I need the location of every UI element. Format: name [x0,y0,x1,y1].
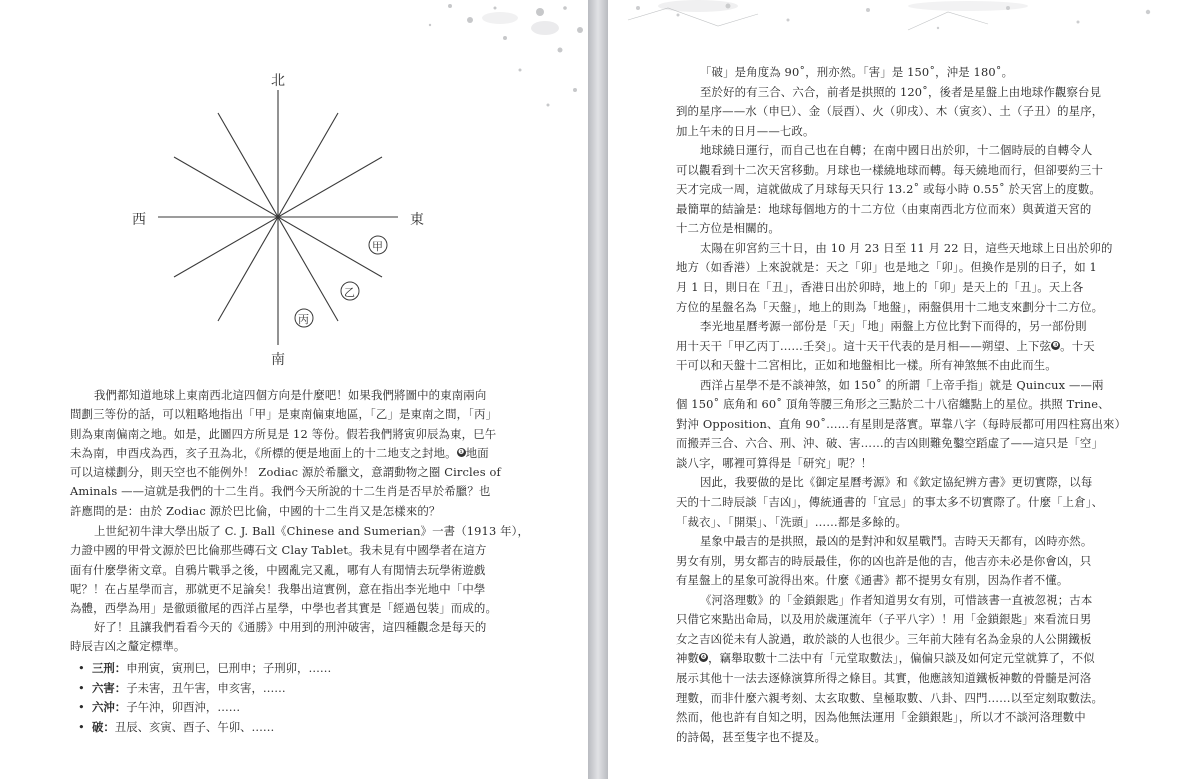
marker-yi: 乙 [344,286,355,299]
direction-east-label: 東 [410,212,424,228]
paragraph-tongsheng: 好了！且讓我們看看今天的《通勝》中用到的刑沖破害，這四種觀念是每天的 時辰吉凶之釐定標準。 [70,620,487,654]
list-item: • 六沖：子午沖，卯酉沖，…… [78,700,241,714]
marker-bing: 丙 [298,313,309,326]
footnote-marker: ❸ [1052,340,1059,349]
list-item: • 破：丑辰、亥寅、酉子、午卯、…… [78,719,275,734]
direction-north-label: 北 [271,73,285,89]
right-page-text: 「破」是角度為 90˚，刑亦然。「害」是 150˚，沖是 180˚。 至於好的有三合、六合，前者是拱照的 120˚，後者是星盤上由地球作觀察台見 到的星序——水（申巳）、金（辰酉）、火（卯戌）、木（寅亥）、土（子丑）的星序， 加上午未的日月——七政。 地球繞日運行，而自己也在自轉；在南中國日出於卯，十二個時辰的自轉令人 可以觀看到十二次天宮移動。月球也一樣繞地球而轉。每天繞地而行，但卻要約三十 天才完成一周，這就做成了月球每天只行 13.2˚ 或每小時 0.55˚ 於天宮上的度數。 最簡單的結論是：地球每個地方的十二方位（由東南西北方位而來）與黃道天宮的 十二方位是相關的。 太陽在卯宮約三十日，由 10 月 23 日至 11 月 22 日，這些天地球上日出於卯的 地方（如香港）上來說就是：天之「卯」也是地之「卯」。但換作是別的日子，如 1 月 1 日，則日在「丑」，香港日出於卯時，地上的「卯」是天上的「丑」。天上各 方位的星盤名為「天盤」，地上的則為「地盤」，兩盤俱用十二地支來劃分十二方位。 李光地星曆考源一部份是「天」「地」兩盤上方位比對下而得的，另一部份則 用十天干「甲乙丙丁……壬癸」。這十天干代表的是月相——朔望、上下弦❸。十天 干可以和天盤十二宮相比，正如和地盤相比一樣。所有神煞無不由此而生。 西洋占星學不是不談神煞，如 150˚ 的所謂「上帝手指」就是 Quincux ——兩 個 150˚ 底角和 60˚ 頂角等腰三角形之三點於二十八宿纏點上的星位。拱照 Trine、 對沖 Opposition、直角 90˚……有星則是落實。單靠八字（每時辰都可用四柱寫出來） 而搬弄三合、六合、刑、沖、破、害……的吉凶則難免鑿空蹈虛了——這只是「空」 談八字，哪裡可算得是「研究」呢？！ 因此，我要做的是比《御定星曆考源》和《欽定協紀辨方書》更切實際，以每 天的十二時辰談「吉凶」，傳統通書的「宜忌」的事太多不切實際了。什麼「上倉」、 「裁衣」、「開渠」、「洗頭」……都是多餘的。 星象中最吉的是拱照，最凶的是對沖和奴星戰鬥。吉時天天都有，凶時亦然。 男女有別，男女都吉的時辰最佳，你的凶也許是他的吉，他吉亦未必是你會凶，只 有星盤上的星象可說得出來。什麼《通書》都不提男女有別，因為作者不懂。 《河洛理數》的「金鎖銀匙」作者知道男女有別，可惜該書一直被忽視；古本 只借它來點出命局，以及用於歲運流年（子平八字）！用「金鎖銀匙」來看流日男 女之吉凶從未有人說過，敢於談的人也很少。三年前大陸有名為金泉的人公開鐵板 神數❹，竊舉取數十二法中有「元堂取數法」，偏偏只談及如何定元堂就算了，不似 展示其他十一法去逐條演算所得之條目。其實，他應該知道鐵板神數的骨髓是河洛 理數，而非什麼六親考刻、太玄取數、皇極取數、八卦、四門……以至定刻取數法。 然而，他也許有自知之明，因為他無法運用「金鎖銀匙」，所以才不談河洛理數中 的詩偈，甚至隻字也不提及。 [676,65,1127,744]
left-page [0,0,588,779]
paragraph-ball: 上世紀初牛津大學出版了 C. J. Ball《Chinese and Sumerian》一書（1913 年）， 力證中國的甲骨文源於巴比倫那些磚石文 Clay Tablet。我未見有中國學者在這方 面有什麼學術文章。自鴉片戰爭之後，中國亂完又亂，哪有人有閒情去玩學術遊戲 呢？！在占星學而言，那就更不足論矣！我舉出這實例，意在指出李光地中「中學 為體，西學為用」是徹頭徹尾的西洋占星學，中學也者其實是「經過包裝」而成的。 [70,524,530,616]
marker-jia: 甲 [372,240,383,253]
footnote-marker: ❹ [700,653,707,662]
direction-south-label: 南 [271,352,285,368]
book-gutter [588,0,608,779]
bullet-list [78,659,331,737]
list-item: • 六害：子未害，丑午害，申亥害，…… [78,680,286,695]
direction-west-label: 西 [132,212,146,228]
right-page [608,0,1197,779]
ink-splatter-decoration [608,0,1197,60]
footnote-marker: ❶ [457,447,465,456]
paragraph-intro: 我們都知道地球上東南西北這四個方向是什麼吧！如果我們將圖中的東南兩向 間劃三等份的話，可以粗略地指出「甲」是東南偏東地區，「乙」是東南之間，「丙」 則為東南偏南之地。如是，此圖四方所見是 12 等份。假若我們將寅卯辰為東，巳午 未為南，申酉戌為西，亥子丑為北，《所標的便是地面上的十二地支之封地。❶地面 可以這樣劃分，則天空也不能例外！ Zodiac 源於希臘文，意謂動物之圈 Circles of Aminals ——這就是我們的十二生肖。我們今天所說的十二生肖是否早於希臘？也 許應問的是：由於 Zodiac 源於巴比倫，中國的十二生肖又是怎樣來的？ [70,388,501,518]
list-item: • 三刑：申刑寅，寅刑巳，巳刑申；子刑卯，…… [78,661,332,675]
